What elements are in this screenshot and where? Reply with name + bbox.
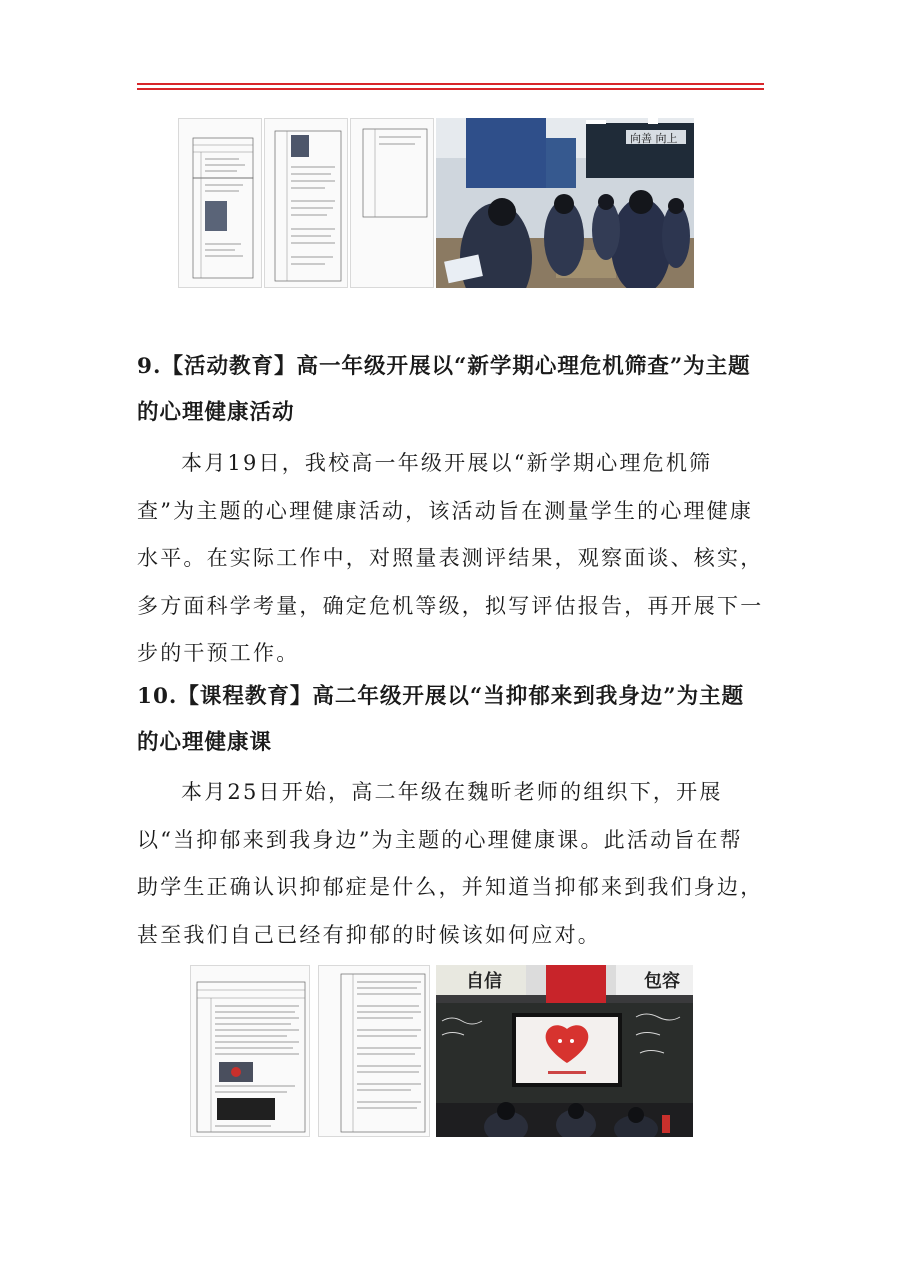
doc-scan-lesson-plan-page-4: [190, 965, 310, 1137]
doc-scan-lesson-plan-page-3: [350, 118, 434, 288]
section-10-body: 本月25日开始，高二年级在魏昕老师的组织下，开展以“当抑郁来到我身边”为主题的心理健康课。此活动旨在帮助学生正确认识抑郁症是什么，并知道当抑郁来到我们身边，甚至我们自己已经有抑郁的时候该如何应对。: [137, 780, 764, 947]
doc-scan-lesson-plan-page-2: [264, 118, 348, 288]
photo-banner-text: 向善 向上: [630, 132, 678, 145]
photo-slogan-left: 自信: [466, 971, 502, 992]
section-10-title: 10.【课程教育】高二年级开展以“当抑郁来到我身边”为主题的心理健康课: [137, 684, 745, 755]
doc-scan-lesson-plan-page-5: [318, 965, 430, 1137]
header-rule-bottom: [137, 88, 764, 90]
doc-scan-lesson-plan-page-1: [178, 118, 262, 288]
photo-psych-class-slide: [436, 965, 693, 1137]
photo-slogan-right: 包容: [644, 971, 680, 992]
section-9-body: 本月19日，我校高一年级开展以“新学期心理危机筛查”为主题的心理健康活动，该活动旨在测量学生的心理健康水平。在实际工作中，对照量表测评结果，观察面谈、核实，多方面科学考量，确定危机等级，拟写评估报告，再开展下一步的干预工作。: [137, 451, 764, 665]
header-rule-top: [137, 83, 764, 85]
section-9-title: 9.【活动教育】高一年级开展以“新学期心理危机筛查”为主题的心理健康活动: [137, 354, 751, 425]
photo-students-screening: [436, 118, 694, 288]
